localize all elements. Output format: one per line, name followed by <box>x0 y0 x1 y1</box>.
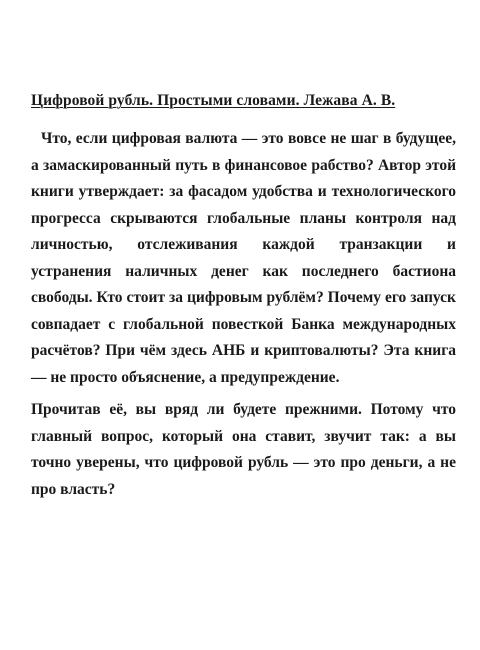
document-body <box>31 126 456 503</box>
document-title: Цифровой рубль. Простыми словами. Лежава А. В. <box>31 92 396 109</box>
paragraph-2: Прочитав её, вы вряд ли будете прежними. Потому что главный вопрос, который она ставит, звучит так: а вы точно уверены, что цифровой рубль — это про деньги, а не про власть? <box>31 401 456 498</box>
paragraph-1: Что, если цифровая валюта — это вовсе не шаг в будущее, а замаскированный путь в финансовое рабство? Автор этой книги утверждает: за фасадом удобства и технологического прогресса скрываются глобальные планы контроля над личностью, отслеживания каждой транзакции и устранения наличных денег как последнего бастиона свободы. Кто стоит за цифровым рублём? Почему его запуск совпадает с глобальной повесткой Банка международных расчётов? При чём здесь АНБ и криптовалюты? Эта книга — не просто объяснение, а предупреждение. <box>31 130 456 386</box>
